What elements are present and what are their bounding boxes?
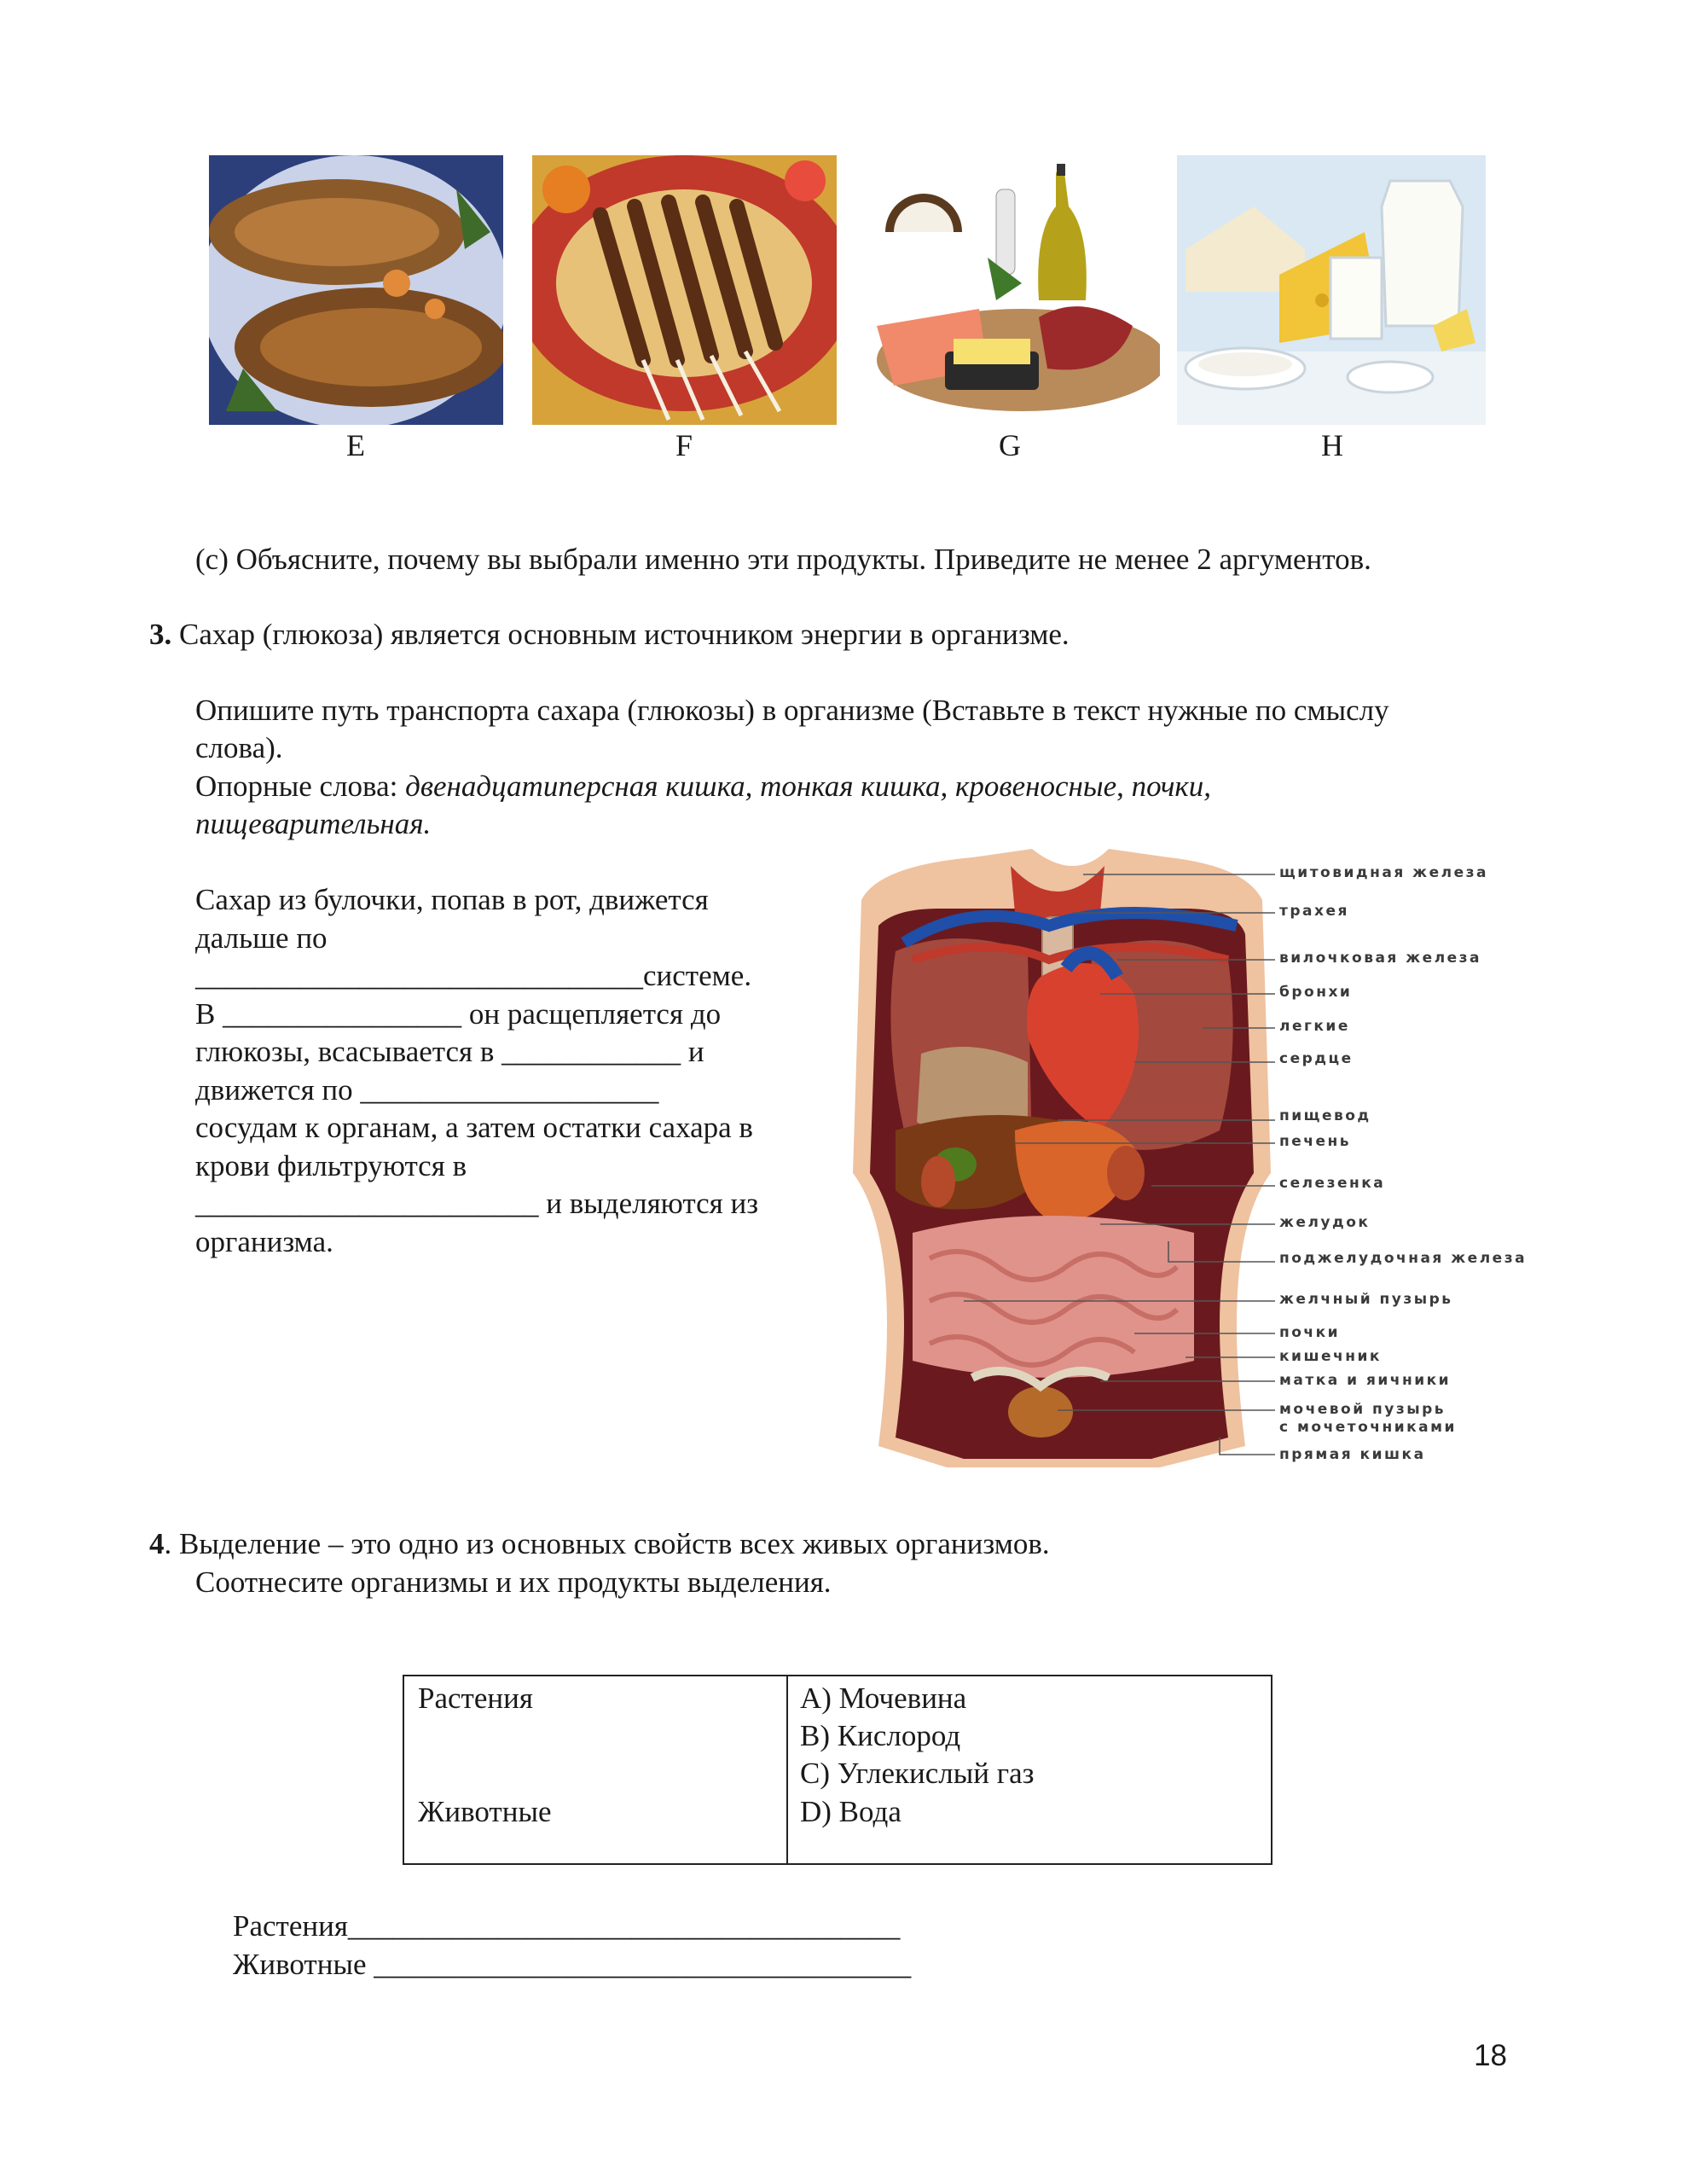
organ-label-bronchi: бронхи xyxy=(1279,984,1353,1001)
fill-in-line-3[interactable]: ______________________________системе. xyxy=(195,959,752,992)
table-option-d: D) Вода xyxy=(800,1795,901,1828)
photo-h-dairy xyxy=(1177,155,1486,425)
photo-label-e: E xyxy=(346,428,365,462)
photo-label-h: H xyxy=(1321,428,1343,462)
matching-table xyxy=(403,1675,1272,1865)
fill-in-line-6-tail: ____ xyxy=(599,1073,659,1107)
fill-in-line-2: дальше по xyxy=(195,921,328,955)
anatomy-diagram xyxy=(844,849,1535,1484)
organ-label-thyroid: щитовидная железа xyxy=(1279,864,1488,881)
photo-f-kebab xyxy=(532,155,837,425)
question-4-number: 4 xyxy=(149,1527,165,1560)
photo-g-fats xyxy=(860,155,1160,425)
table-cell-animals: Животные xyxy=(418,1795,552,1828)
fill-in-line-9[interactable]: _______________________ и выделяются из xyxy=(195,1187,759,1220)
reference-words-line2 xyxy=(195,804,431,843)
fill-in-line-1: Сахар из булочки, попав в рот, движется xyxy=(195,883,709,916)
organ-label-uterus-ovaries: матка и яичники xyxy=(1279,1372,1452,1389)
organ-label-stomach: желудок xyxy=(1279,1214,1371,1231)
reference-words-italic-3: пищеварительная. xyxy=(195,807,432,840)
organ-label-ureters: с мочеточниками xyxy=(1279,1419,1457,1436)
question-3-number: 3. xyxy=(149,618,172,651)
fill-in-line-8: крови фильтруются в xyxy=(195,1149,467,1182)
fill-in-line-5[interactable]: глюкозы, всасывается в ____________ и xyxy=(195,1035,704,1068)
fill-in-line-4[interactable]: В ________________ он расщепляется до xyxy=(195,997,722,1031)
page-number: 18 xyxy=(1474,2039,1507,2072)
organ-label-liver: печень xyxy=(1279,1133,1351,1150)
photo-label-f: F xyxy=(675,428,693,462)
table-option-b: B) Кислород xyxy=(800,1719,961,1752)
reference-words-label: Опорные слова: xyxy=(195,770,406,803)
organ-label-pancreas: поджелудочная железа xyxy=(1279,1250,1528,1267)
table-option-a: A) Мочевина xyxy=(800,1682,967,1715)
answer-line-plants[interactable]: Растения_____________________________________ xyxy=(233,1909,901,1943)
photo-label-g: G xyxy=(999,428,1021,462)
answer-line-animals[interactable]: Животные ____________________________________ xyxy=(233,1948,912,1981)
fill-in-line-7: сосудам к органам, а затем остатки сахара в xyxy=(195,1111,753,1144)
table-cell-plants: Растения xyxy=(418,1682,533,1715)
fill-in-line-6-text: движется по ________________ xyxy=(195,1073,600,1107)
question-3-task-line1: Опишите путь транспорта сахара (глюкозы) в организме (Вставьте в текст нужные по смыслу xyxy=(195,694,1389,727)
question-3-intro xyxy=(149,615,1070,653)
question-3-task-line2: слова). xyxy=(195,731,283,764)
organ-label-spleen: селезенка xyxy=(1279,1175,1386,1192)
question-4-intro xyxy=(149,1525,1050,1563)
reference-words-line xyxy=(195,767,1211,805)
organ-label-lungs: легкие xyxy=(1279,1018,1350,1035)
organ-label-rectum: прямая кишка xyxy=(1279,1446,1426,1463)
reference-words-italic-2: почки, xyxy=(1131,770,1212,803)
table-option-c: C) Углекислый газ xyxy=(800,1757,1035,1790)
question-2c: (c) Объясните, почему вы выбрали именно эти продукты. Приведите не менее 2 аргументов. xyxy=(195,543,1371,576)
organ-label-bladder: мочевой пузырь xyxy=(1279,1401,1446,1418)
reference-words-comma: , xyxy=(1116,770,1132,803)
question-4-intro-text: . Выделение – это одно из основных свойств всех живых организмов. xyxy=(164,1527,1050,1560)
table-divider xyxy=(786,1676,788,1863)
fill-in-line-6[interactable] xyxy=(195,1071,658,1109)
organ-label-esophagus: пищевод xyxy=(1279,1107,1371,1124)
fill-in-line-10: организма. xyxy=(195,1225,333,1258)
organ-label-intestine: кишечник xyxy=(1279,1348,1382,1365)
organ-label-trachea: трахея xyxy=(1279,903,1349,920)
organ-label-thymus: вилочковая железа xyxy=(1279,950,1482,967)
organ-label-heart: сердце xyxy=(1279,1050,1354,1067)
photo-e-fish xyxy=(209,155,503,425)
reference-words-italic-1: двенадцатиперсная кишка, тонкая кишка, кровеносные xyxy=(405,770,1117,803)
organ-label-gallbladder: желчный пузырь xyxy=(1279,1291,1453,1308)
question-3-intro-text: Сахар (глюкоза) является основным источником энергии в организме. xyxy=(171,618,1070,651)
question-4-task: Соотнесите организмы и их продукты выделения. xyxy=(195,1565,832,1599)
anatomy-illustration xyxy=(844,849,1535,1484)
organ-label-kidneys: почки xyxy=(1279,1324,1341,1341)
